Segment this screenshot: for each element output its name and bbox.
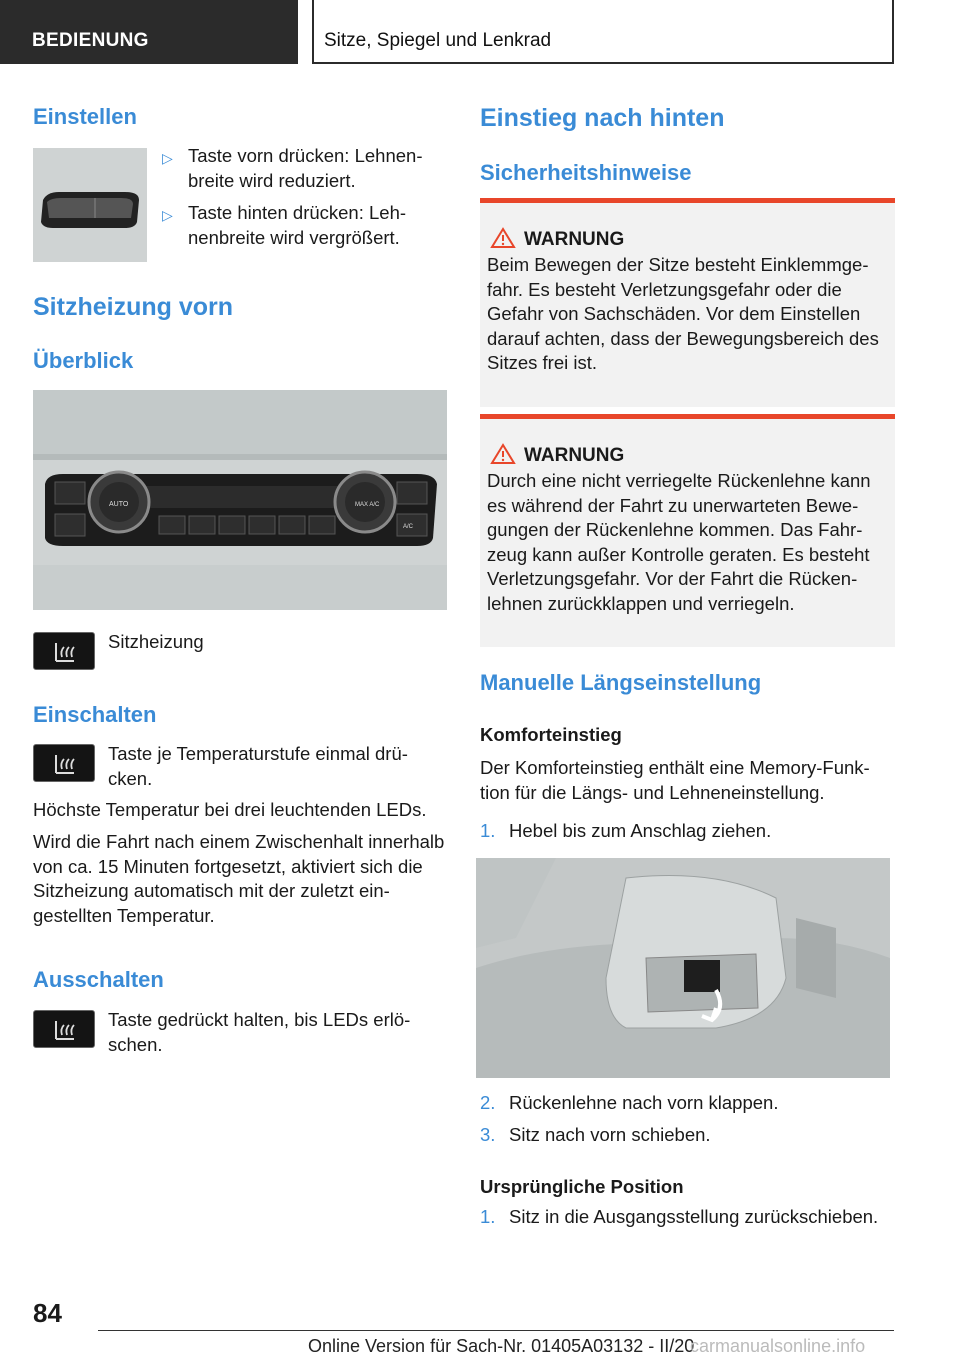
- warning-box: [480, 414, 895, 647]
- step-text: Sitz in die Ausgangsstellung zurückschieben.: [509, 1206, 879, 1227]
- step-list: [480, 820, 895, 852]
- heading-einstellen: Einstellen: [33, 104, 137, 129]
- step-list: [480, 1092, 895, 1156]
- warning-text: Beim Bewegen der Sitze besteht Einklemmgefahr. Es besteht Verletzungsgefahr oder die Gefahr von Sachschäden. Vor dem Einstellen darauf achten, dass der Bewegungsbereich des Sitzes frei ist.: [487, 254, 879, 373]
- step-text: Sitz nach vorn schieben.: [509, 1124, 711, 1145]
- panel-auto-label: AUTO: [109, 501, 129, 508]
- warning-box: [480, 198, 895, 407]
- heading-ursprung: Ursprüngliche Position: [480, 1176, 684, 1197]
- paragraph-leds: Höchste Temperatur bei drei leuchtenden LEDs.: [33, 799, 427, 820]
- climate-panel-image: [33, 390, 447, 610]
- step-list: [480, 1206, 895, 1238]
- seat-width-button-icon: [33, 148, 147, 262]
- heading-ueberblick: Überblick: [33, 348, 134, 373]
- width-button-image: [33, 148, 147, 262]
- step-number: 3.: [480, 1124, 496, 1145]
- warning-title: WARNUNG: [524, 229, 625, 250]
- step-number: 1.: [480, 820, 496, 841]
- heading-komfort: Komforteinstieg: [480, 724, 622, 745]
- bullet-marker: ▷: [162, 207, 173, 223]
- climate-panel-illustration: [33, 390, 447, 610]
- watermark: carmanualsonline.info: [690, 1336, 866, 1356]
- bullet-marker: ▷: [162, 150, 173, 166]
- seat-lever-image: [476, 858, 890, 1078]
- heading-einstieg: Einstieg nach hinten: [480, 104, 725, 132]
- section-title: BEDIENUNG: [32, 30, 149, 51]
- heading-einschalten: Einschalten: [33, 702, 157, 727]
- chapter-title: Sitze, Spiegel und Lenkrad: [324, 30, 552, 51]
- warning-title: WARNUNG: [524, 445, 625, 466]
- page-number: 84: [33, 1298, 62, 1328]
- bullet-text: Taste vorn drücken: Lehnenbreite wird reduziert.: [188, 145, 423, 191]
- panel-max-label: MAX A/C: [355, 502, 380, 508]
- seat-heating-icon: [33, 1010, 95, 1048]
- section-tab: [0, 0, 298, 64]
- chapter-tab: [312, 0, 894, 64]
- seat-lever-illustration: [476, 858, 890, 1078]
- heading-ausschalten: Ausschalten: [33, 967, 164, 992]
- step-text: Rückenlehne nach vorn klappen.: [509, 1092, 779, 1113]
- seat-heating-icon: [33, 744, 95, 782]
- step-number: 2.: [480, 1092, 496, 1113]
- warning-text: Durch eine nicht verriegelte Rückenlehne kann es während der Fahrt zu unerwarteten Bewegungen der Rückenlehne kommen. Das Fahrzeug kann außer Kontrolle geraten. Es besteht Verletzungsgefahr. Vor der Fahrt die Rückenlehnen zurückklappen und verriegeln.: [487, 470, 871, 614]
- seat-heating-icon: [33, 632, 95, 670]
- step-text: Hebel bis zum Anschlag ziehen.: [509, 820, 772, 841]
- step-item: [480, 1124, 895, 1156]
- paragraph-auto-activation: Wird die Fahrt nach einem Zwischenhalt innerhalb von ca. 15 Minuten fortgesetzt, aktiviert sich die Sitzheizung automatisch mit der zuletzt eingestellten Temperatur.: [33, 831, 445, 926]
- heading-manuelle: Manuelle Längseinstellung: [480, 670, 762, 695]
- bullet-text: Taste hinten drücken: Lehnenbreite wird vergrößert.: [188, 202, 407, 248]
- komfort-text: Der Komforteinstieg enthält eine Memory-Funktion für die Längs- und Lehneneinstellung.: [480, 757, 870, 803]
- step-item: [480, 1092, 895, 1124]
- ausschalten-text: Taste gedrückt halten, bis LEDs erlöschen.: [108, 1009, 411, 1055]
- panel-ac-label: A/C: [403, 524, 414, 530]
- warning-triangle-icon: [490, 443, 516, 465]
- step-item: [480, 1206, 895, 1238]
- icon-label: Sitzheizung: [108, 631, 204, 652]
- einschalten-text: Taste je Temperaturstufe einmal drücken.: [108, 743, 408, 789]
- step-item: [480, 820, 895, 852]
- online-version: Online Version für Sach-Nr. 01405A03132 - II/20: [308, 1336, 695, 1356]
- footer-divider: [98, 1330, 894, 1331]
- heading-sicherheit: Sicherheitshinweise: [480, 160, 692, 185]
- warning-triangle-icon: [490, 227, 516, 249]
- page-header: [0, 0, 960, 66]
- step-number: 1.: [480, 1206, 496, 1227]
- heading-sitzheizung: Sitzheizung vorn: [33, 293, 233, 321]
